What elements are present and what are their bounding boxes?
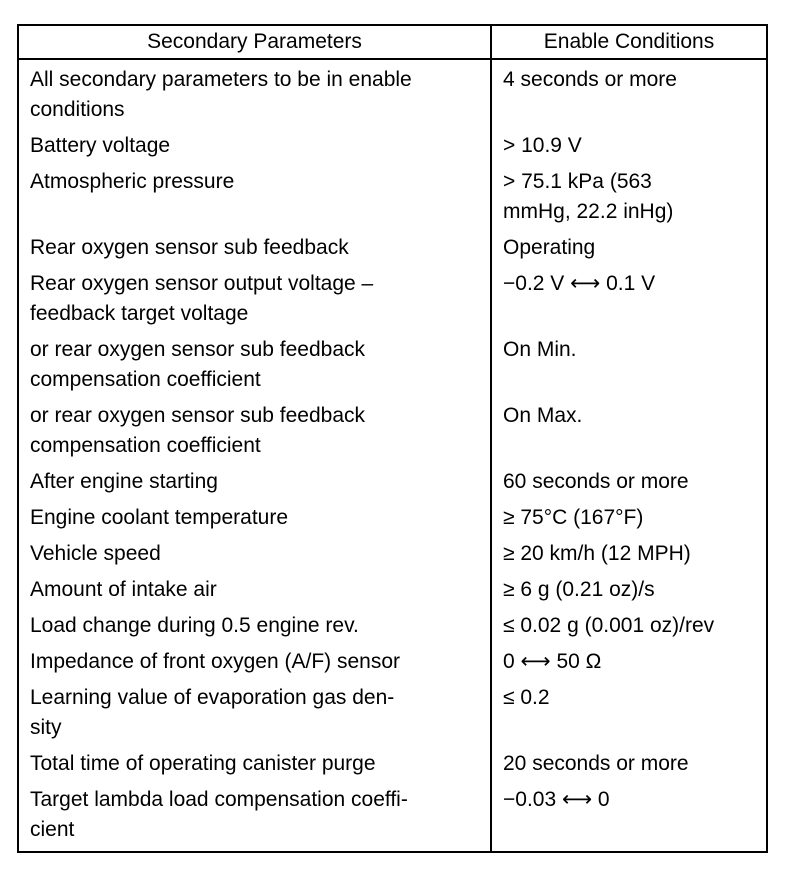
condition-cell (491, 747, 767, 783)
parameter-cell (18, 537, 491, 573)
table-row (18, 783, 767, 852)
table-row (18, 747, 767, 783)
condition-cell (491, 231, 767, 267)
parameter-text: After engine starting (30, 470, 218, 493)
parameter-text: Battery voltage (30, 134, 171, 157)
table-row (18, 129, 767, 165)
parameter-text: Vehicle speed (30, 542, 161, 565)
table-row (18, 573, 767, 609)
condition-cell (491, 573, 767, 609)
parameter-text: or rear oxygen sensor sub feedback (30, 404, 366, 427)
header-enable-conditions: Enable Conditions (491, 25, 767, 59)
condition-cell (491, 681, 767, 747)
parameter-cell (18, 465, 491, 501)
condition-text: ≤ 0.02 g (0.001 oz)/rev (503, 614, 715, 637)
parameter-cell (18, 609, 491, 645)
parameter-cell (18, 231, 491, 267)
parameter-cell (18, 747, 491, 783)
table-row (18, 609, 767, 645)
parameter-cell (18, 399, 491, 465)
condition-text: > 10.9 V (503, 134, 582, 157)
header-secondary-parameters: Secondary Parameters (18, 25, 491, 59)
parameter-cell (18, 59, 491, 129)
condition-cell (491, 783, 767, 852)
parameter-cell (18, 165, 491, 231)
table-row (18, 501, 767, 537)
parameter-cell (18, 501, 491, 537)
parameter-text: Engine coolant temperature (30, 506, 288, 529)
condition-cell (491, 333, 767, 399)
condition-text: ≥ 20 km/h (12 MPH) (503, 542, 691, 565)
condition-cell (491, 59, 767, 129)
table-row (18, 59, 767, 129)
condition-text: ≤ 0.2 (503, 686, 550, 709)
parameter-text: cient (30, 818, 75, 841)
parameter-text: Atmospheric pressure (30, 170, 235, 193)
parameter-text: Load change during 0.5 engine rev. (30, 614, 359, 637)
table-row (18, 231, 767, 267)
condition-cell (491, 399, 767, 465)
condition-text: On Max. (503, 404, 583, 427)
table-row (18, 645, 767, 681)
table-row (18, 267, 767, 333)
parameter-cell (18, 573, 491, 609)
condition-text: 20 seconds or more (503, 752, 689, 775)
condition-cell (491, 645, 767, 681)
table-row (18, 681, 767, 747)
table-row (18, 537, 767, 573)
condition-cell (491, 267, 767, 333)
condition-cell (491, 609, 767, 645)
parameter-text: Target lambda load compensation coeffi- (30, 788, 408, 811)
condition-text: > 75.1 kPa (563 (503, 170, 652, 193)
condition-text: −0.03 ⟷ 0 (503, 788, 610, 811)
condition-text: Operating (503, 236, 596, 259)
secondary-parameters-table (17, 24, 768, 853)
parameter-text: Amount of intake air (30, 578, 217, 601)
parameter-text: sity (30, 716, 62, 739)
condition-text: ≥ 6 g (0.21 oz)/s (503, 578, 655, 601)
table-row (18, 165, 767, 231)
parameter-text: Rear oxygen sensor sub feedback (30, 236, 349, 259)
parameter-cell (18, 681, 491, 747)
parameter-cell (18, 645, 491, 681)
parameter-cell (18, 129, 491, 165)
condition-text: −0.2 V ⟷ 0.1 V (503, 272, 656, 295)
table-row (18, 465, 767, 501)
parameter-text: Rear oxygen sensor output voltage – (30, 272, 374, 295)
parameter-text: compensation coefficient (30, 368, 261, 391)
parameter-text: conditions (30, 98, 125, 121)
condition-cell (491, 165, 767, 231)
parameter-cell (18, 267, 491, 333)
header-row (18, 25, 767, 59)
condition-text: ≥ 75°C (167°F) (503, 506, 644, 529)
condition-cell (491, 537, 767, 573)
condition-cell (491, 501, 767, 537)
parameter-text: Learning value of evaporation gas den- (30, 686, 395, 709)
condition-cell (491, 465, 767, 501)
parameter-text: All secondary parameters to be in enable (30, 68, 412, 91)
parameter-cell (18, 783, 491, 852)
table-row (18, 333, 767, 399)
condition-text: 60 seconds or more (503, 470, 689, 493)
condition-text: mmHg, 22.2 inHg) (503, 200, 674, 223)
parameter-text: Impedance of front oxygen (A/F) sensor (30, 650, 401, 673)
parameter-text: compensation coefficient (30, 434, 261, 457)
parameter-text: feedback target voltage (30, 302, 249, 325)
condition-cell (491, 129, 767, 165)
table-row (18, 399, 767, 465)
parameter-text: Total time of operating canister purge (30, 752, 376, 775)
parameter-cell (18, 333, 491, 399)
parameter-text: or rear oxygen sensor sub feedback (30, 338, 366, 361)
condition-text: 4 seconds or more (503, 68, 677, 91)
condition-text: On Min. (503, 338, 577, 361)
condition-text: 0 ⟷ 50 Ω (503, 650, 602, 673)
